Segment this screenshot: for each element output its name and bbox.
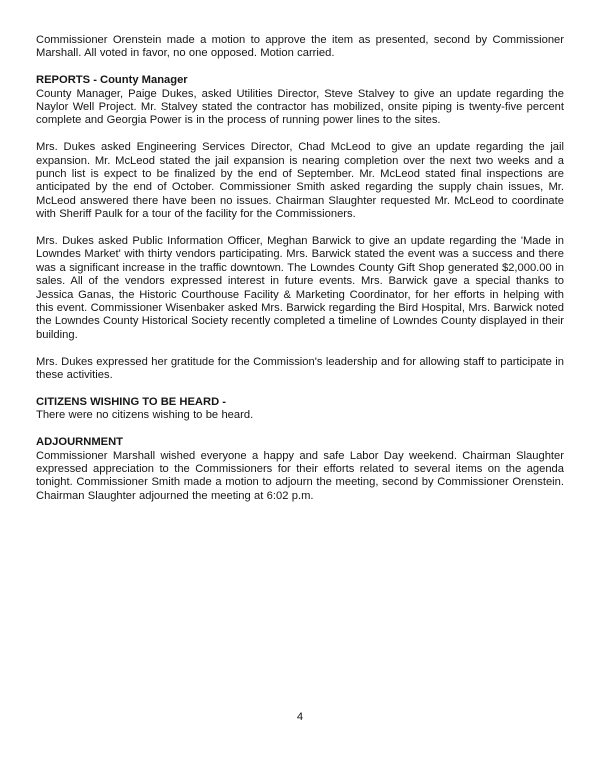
paragraph-jail-expansion-update: Mrs. Dukes asked Engineering Services Director, Chad McLeod to give an update regarding the jail expansion. Mr. McLeod stated the jail expansion is nearing completion over the next two weeks and a punch list is expect to be finalized by the end of September. Mr. McLeod stated final inspections are anticipated by the end of October. Commissioner Smith asked regarding the supply chain issues, Mr. McLeod answered there have been no issues. Chairman Slaughter requested Mr. McLeod to coordinate with Sheriff Paulk for a tour of the facility for the Commissioners. bbox=[36, 141, 564, 221]
page-number: 4 bbox=[296, 711, 304, 723]
paragraph-motion-carried: Commissioner Orenstein made a motion to approve the item as presented, second by Commissioner Marshall. All voted in favor, no one opposed. Motion carried. bbox=[36, 34, 564, 60]
heading-citizens-wishing-to-be-heard: CITIZENS WISHING TO BE HEARD - bbox=[36, 395, 226, 408]
paragraph-naylor-well-update: County Manager, Paige Dukes, asked Utilities Director, Steve Stalvey to give an update regarding the Naylor Well Project. Mr. Stalvey stated the contractor has mobilized, onsite piping is twenty-five percent complete and Georgia Power is in the process of running power lines to the sites. bbox=[36, 87, 564, 127]
paragraph-adjournment: Commissioner Marshall wished everyone a happy and safe Labor Day weekend. Chairman Slaughter expressed appreciation to the Commissioners for their efforts related to several items on the agenda tonight. Commissioner Smith made a motion to adjourn the meeting, second by Commissioner Orenstein. Chairman Slaughter adjourned the meeting at 6:02 p.m. bbox=[36, 449, 564, 502]
minutes-page-content bbox=[36, 34, 564, 517]
paragraph-no-citizens: There were no citizens wishing to be heard. bbox=[36, 409, 254, 422]
paragraph-gratitude: Mrs. Dukes expressed her gratitude for the Commission's leadership and for allowing staff to participate in these activities. bbox=[36, 355, 564, 382]
paragraph-made-in-lowndes-market: Mrs. Dukes asked Public Information Officer, Meghan Barwick to give an update regarding the 'Made in Lowndes Market' with thirty vendors participating. Mrs. Barwick stated the event was a success and there was a significant increase in the traffic downtown. The Lowndes County Gift Shop generated $2,000.00 in sales. All of the vendors expressed interest in future events. Mrs. Barwick gave a special thanks to Jessica Ganas, the Historic Courthouse Facility & Marketing Coordinator, for her efforts in helping with this event. Commissioner Wisenbaker asked Mrs. Barwick regarding the Bird Hospital, Mrs. Barwick noted the Lowndes County Historical Society recently completed a timeline of Lowndes County displayed in their building. bbox=[36, 235, 564, 341]
heading-adjournment: ADJOURNMENT bbox=[36, 436, 124, 449]
heading-reports-county-manager: REPORTS - County Manager bbox=[36, 74, 188, 87]
